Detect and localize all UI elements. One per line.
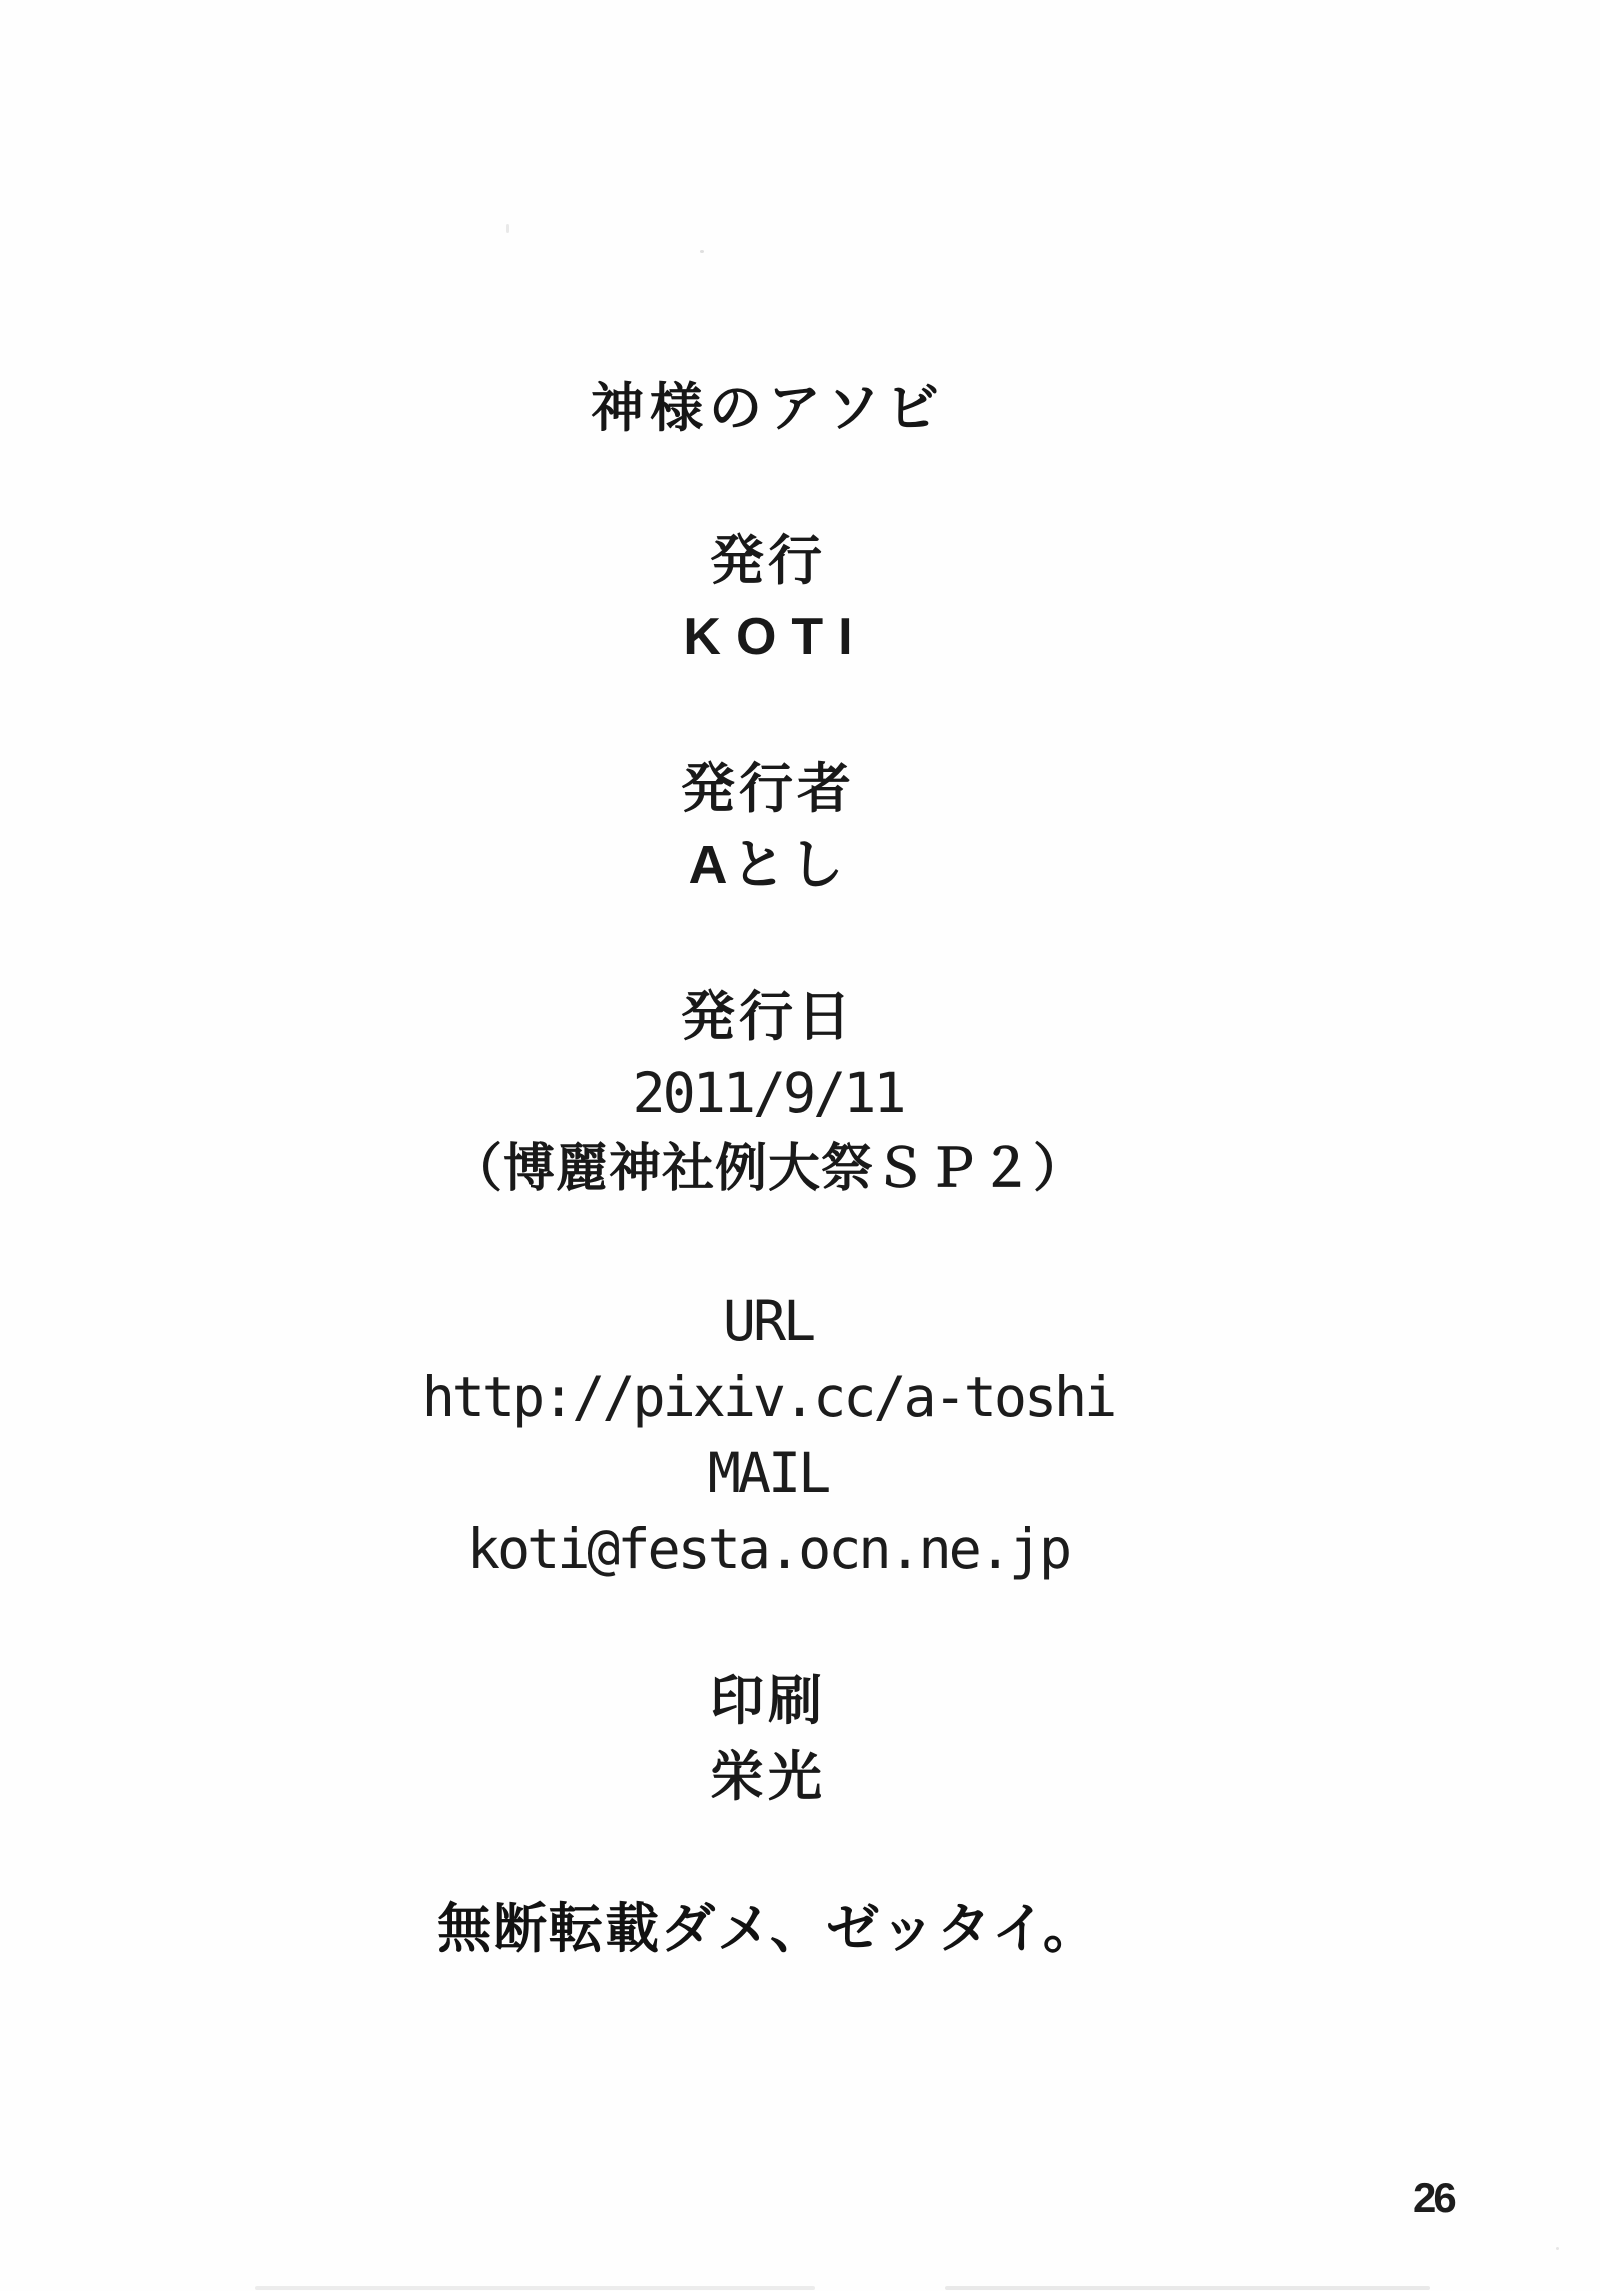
author-label: 発行者	[681, 759, 855, 819]
issue-date-label: 発行日	[681, 987, 855, 1047]
printer-label: 印刷	[710, 1671, 826, 1731]
scan-speck	[700, 250, 704, 253]
scan-speck	[1556, 2247, 1559, 2250]
publisher-name: KOTI	[683, 608, 868, 666]
author-name: Aとし	[688, 835, 848, 895]
spacer	[0, 675, 1536, 751]
spacer	[0, 1207, 1536, 1283]
spacer	[0, 1815, 1536, 1891]
no-reproduction-notice: 無断転載ダメ、ゼッタイ。	[437, 1899, 1099, 1959]
publisher-label: 発行	[710, 531, 826, 591]
scan-edge-smear	[945, 2286, 1430, 2290]
event-name: （博麗神社例大祭ＳＰ２）	[449, 1140, 1086, 1198]
mail-label: MAIL	[707, 1441, 829, 1505]
page-number: 26	[1413, 2174, 1454, 2221]
url-text: http://pixiv.cc/a-toshi	[421, 1365, 1115, 1429]
scan-speck	[506, 224, 509, 233]
spacer	[0, 1587, 1536, 1663]
scan-edge-smear	[255, 2286, 815, 2290]
doujin-title: 神様のアソビ	[591, 379, 945, 438]
colophon-text-block	[0, 371, 1536, 1967]
mail-address: koti@festa.ocn.ne.jp	[466, 1517, 1070, 1581]
issue-date: 2011/9/11	[632, 1061, 904, 1125]
spacer	[0, 903, 1536, 979]
printer-name: 栄光	[710, 1747, 826, 1807]
url-label: URL	[722, 1289, 814, 1353]
spacer	[0, 447, 1536, 523]
